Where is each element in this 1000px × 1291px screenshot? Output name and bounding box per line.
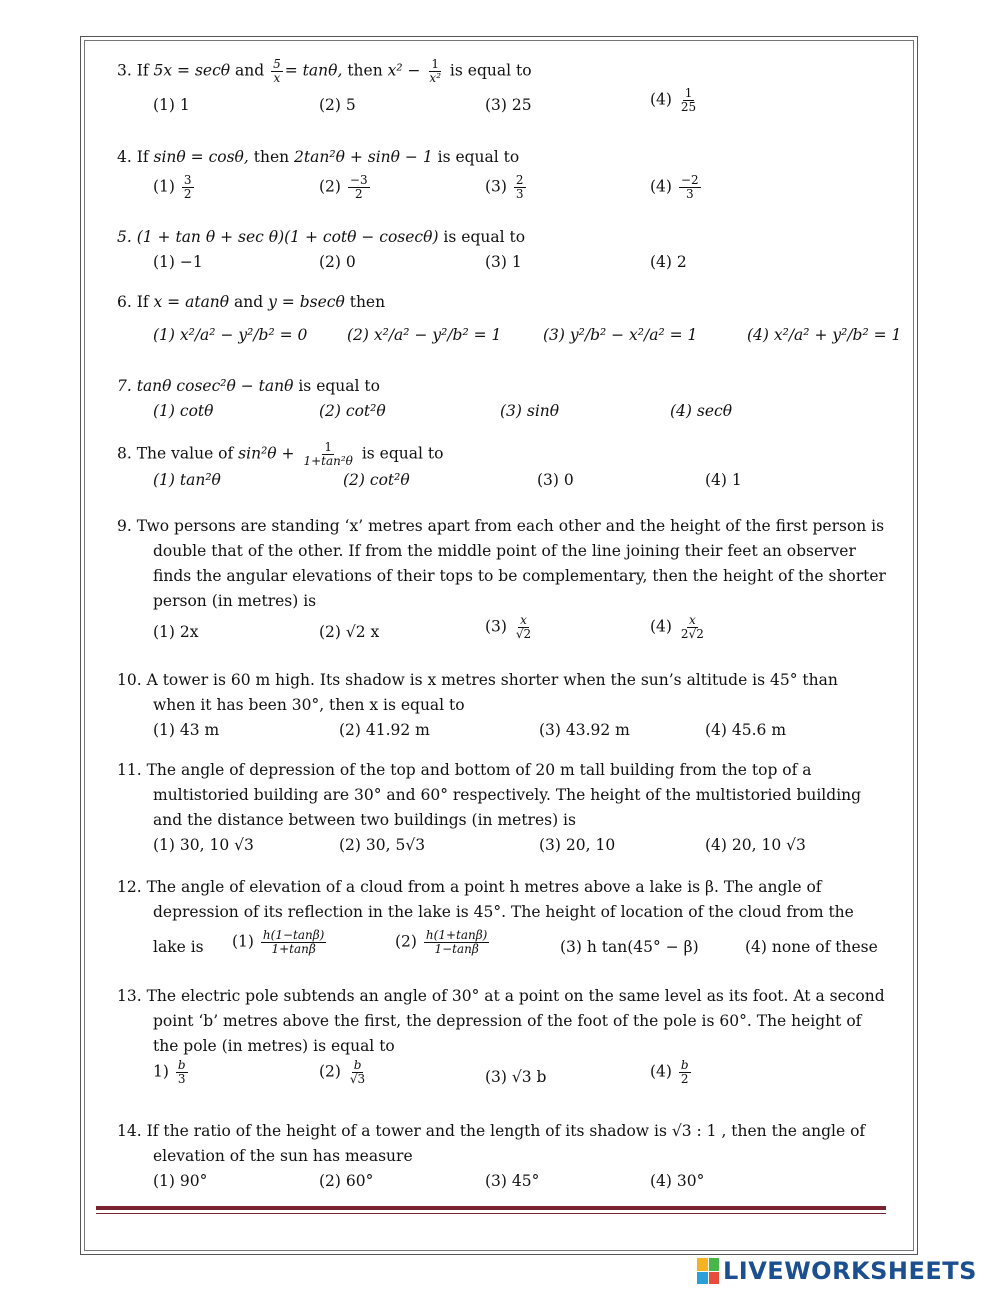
option-3[interactable]: (3) 45° <box>485 1172 540 1190</box>
question-13 <box>117 984 887 1099</box>
option-1[interactable]: (1) $\frac{3}{2}$ <box>153 173 192 201</box>
option-1[interactable]: (1) 30, 10 √3 <box>153 836 254 854</box>
brand-name: LIVEWORKSHEETS <box>723 1257 977 1285</box>
question-3 <box>117 58 887 123</box>
question-5-text: 5. (1 + tan θ + sec θ)(1 + cotθ − cosecθ) is equal to <box>117 228 526 246</box>
option-2[interactable]: (2) $\frac{-3}{2}$ <box>319 173 368 201</box>
option-1[interactable]: (1) 2x <box>153 623 199 641</box>
option-3[interactable]: (3) 25 <box>485 96 532 114</box>
option-4[interactable]: (4) $\frac{1}{25}$ <box>650 86 697 114</box>
option-3[interactable]: (3) h tan(45° − β) <box>560 938 699 956</box>
option-1[interactable]: (1) $\frac{h(1-\tan\beta)}{1+\tan\beta}$ <box>232 928 325 956</box>
option-1[interactable]: 1) $\frac{b}{3}$ <box>153 1058 186 1086</box>
option-4[interactable]: (4) 1 <box>705 471 742 489</box>
question-9-line-1: 9. Two persons are standing ‘x’ metres apart from each other and the height of the first person is <box>117 517 885 535</box>
option-2[interactable]: (2) 0 <box>319 253 356 271</box>
question-11-line-3: and the distance between two buildings (in metres) is <box>153 811 576 829</box>
option-4[interactable]: (4) 2 <box>650 253 687 271</box>
footer-rule <box>96 1206 886 1210</box>
question-13-line-2: point ‘b’ metres above the first, the depression of the foot of the pole is 60°. The height of <box>153 1012 862 1030</box>
option-3[interactable]: (3) 0 <box>537 471 574 489</box>
question-9-line-3: finds the angular elevations of their tops to be complementary, then the height of the shorter <box>153 567 886 585</box>
option-4[interactable]: (4) 20, 10 √3 <box>705 836 806 854</box>
option-1[interactable]: (1) −1 <box>153 253 203 271</box>
liveworksheets-logo <box>697 1256 977 1286</box>
question-12-line-2: depression of its reflection in the lake is 45°. The height of location of the cloud from the <box>153 903 854 921</box>
question-12-line-1: 12. The angle of elevation of a cloud from a point h metres above a lake is β. The angle of <box>117 878 822 896</box>
question-13-options <box>117 1059 887 1099</box>
option-1[interactable]: (1) tan²θ <box>153 471 221 489</box>
question-13-line-1: 13. The electric pole subtends an angle of 30° at a point on the same level as its foot. At a second <box>117 987 885 1005</box>
question-8 <box>117 441 887 498</box>
option-2[interactable]: (2) 30, 5√3 <box>339 836 426 854</box>
question-12-options <box>117 929 887 969</box>
option-3[interactable]: (3) √3 b <box>485 1068 547 1086</box>
option-3[interactable]: (3) 43.92 m <box>539 721 630 739</box>
option-1[interactable]: (1) x²/a² − y²/b² = 0 <box>153 326 308 344</box>
option-1[interactable]: (1) 1 <box>153 96 190 114</box>
option-3[interactable]: (3) $\frac{x}{√2}$ <box>485 613 532 641</box>
badge-block <box>697 1272 708 1285</box>
question-14-line-1: 14. If the ratio of the height of a tower and the length of its shadow is √3 : 1 , then the angle of <box>117 1122 866 1140</box>
option-3[interactable]: (3) 20, 10 <box>539 836 616 854</box>
question-4 <box>117 145 887 204</box>
question-9-line-2: double that of the other. If from the middle point of the line joining their feet an observer <box>153 542 856 560</box>
question-6 <box>117 290 902 353</box>
option-2[interactable]: (2) 41.92 m <box>339 721 430 739</box>
question-14-line-2: elevation of the sun has measure <box>153 1147 413 1165</box>
question-6-text: 6. If x = atanθ and y = bsecθ then <box>117 293 386 311</box>
option-2[interactable]: (2) √2 x <box>319 623 380 641</box>
option-2[interactable]: (2) $\frac{h(1+\tan\beta)}{1-\tan\beta}$ <box>395 928 488 956</box>
question-9 <box>117 514 887 650</box>
question-8-text: 8. The value of sin²θ + $\frac{1}{\text{1+tan²θ}}$ is equal to <box>117 440 444 468</box>
question-8-options <box>117 468 887 498</box>
option-1[interactable]: (1) 90° <box>153 1172 208 1190</box>
question-11-options <box>117 833 887 863</box>
question-11-line-2: multistoried building are 30° and 60° respectively. The height of the multistoried building <box>153 786 862 804</box>
option-1[interactable]: (1) cotθ <box>153 402 214 420</box>
question-11 <box>117 758 887 863</box>
option-3[interactable]: (3) y²/b² − x²/a² = 1 <box>543 326 698 344</box>
badge-block <box>709 1272 720 1285</box>
badge-block <box>709 1258 720 1271</box>
option-2[interactable]: (2) cot²θ <box>343 471 410 489</box>
option-4[interactable]: (4) x²/a² + y²/b² = 1 <box>747 326 902 344</box>
question-4-options <box>117 174 887 204</box>
question-3-text: 3. If 5x = secθ and $\frac{5}{x}$ = tanθ, then x² − $\frac{1}{\text{x²}}$ is equal to <box>117 57 532 85</box>
question-9-line-4: person (in metres) is <box>153 592 317 610</box>
option-2[interactable]: (2) cot²θ <box>319 402 386 420</box>
question-13-line-3: the pole (in metres) is equal to <box>153 1037 395 1055</box>
option-2[interactable]: (2) 5 <box>319 96 356 114</box>
question-11-line-1: 11. The angle of depression of the top and bottom of 20 m tall building from the top of a <box>117 761 812 779</box>
option-4[interactable]: (4) secθ <box>670 402 733 420</box>
question-12 <box>117 875 887 969</box>
option-4[interactable]: (4) $\frac{b}{2}$ <box>650 1058 689 1086</box>
question-5-options <box>117 250 887 280</box>
question-7-text: 7. tanθ cosec²θ − tanθ is equal to <box>117 377 380 395</box>
option-4[interactable]: (4) none of these <box>745 938 878 956</box>
question-9-options <box>117 613 887 650</box>
option-2[interactable]: (2) 60° <box>319 1172 374 1190</box>
option-2[interactable]: (2) x²/a² − y²/b² = 1 <box>347 326 502 344</box>
question-5 <box>117 225 887 280</box>
option-1[interactable]: (1) 43 m <box>153 721 220 739</box>
option-4[interactable]: (4) $\frac{x}{2√2}$ <box>650 613 704 641</box>
option-4[interactable]: (4) 30° <box>650 1172 705 1190</box>
option-3[interactable]: (3) sinθ <box>500 402 560 420</box>
option-4[interactable]: (4) $\frac{-2}{3}$ <box>650 173 699 201</box>
question-6-options <box>117 323 902 353</box>
question-4-text: 4. If sinθ = cosθ, then 2tan²θ + sinθ − 1 is equal to <box>117 148 520 166</box>
question-3-options <box>117 86 887 123</box>
badge-block <box>697 1258 708 1271</box>
question-14-options <box>117 1169 887 1199</box>
question-10-options <box>117 718 887 748</box>
question-7 <box>117 374 887 429</box>
option-3[interactable]: (3) 1 <box>485 253 522 271</box>
question-10-line-1: 10. A tower is 60 m high. Its shadow is x metres shorter when the sun’s altitude is 45° than <box>117 671 838 689</box>
question-10 <box>117 668 887 748</box>
liveworksheets-badge-icon <box>697 1258 719 1284</box>
question-7-options <box>117 399 887 429</box>
option-2[interactable]: (2) $\frac{b}{√3}$ <box>319 1058 366 1086</box>
footer-rule-thin <box>96 1213 886 1214</box>
option-4[interactable]: (4) 45.6 m <box>705 721 787 739</box>
question-14 <box>117 1119 887 1199</box>
option-3[interactable]: (3) $\frac{2}{3}$ <box>485 173 524 201</box>
question-10-line-2: when it has been 30°, then x is equal to <box>153 696 465 714</box>
question-12-line-3: lake is <box>153 938 204 956</box>
